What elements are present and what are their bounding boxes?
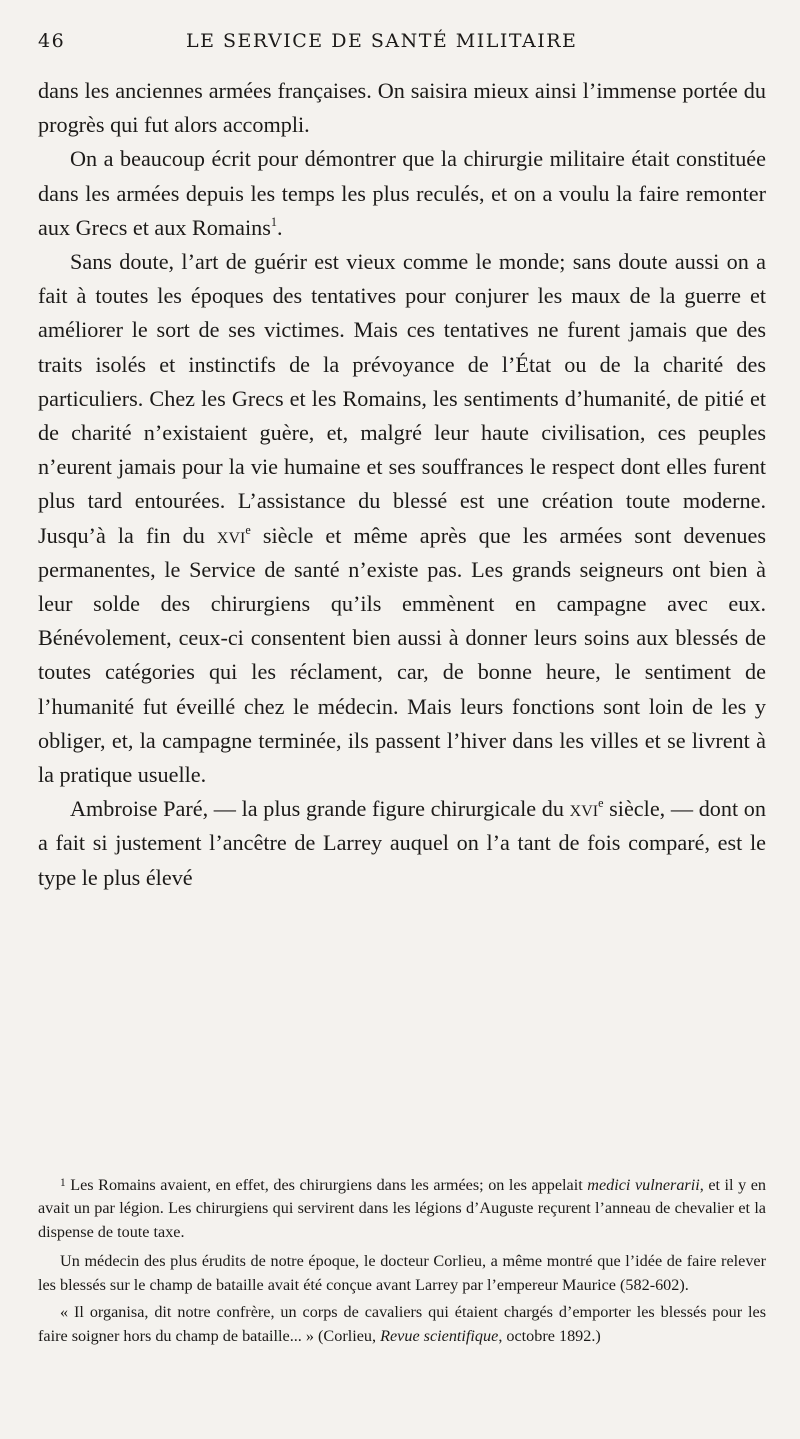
footnote-1-quotation <box>38 1301 766 1348</box>
paragraph-4-text-a: Ambroise Paré, — la plus grande figure chirurgicale du <box>70 796 570 822</box>
paragraph-4-text-b: siècle, — dont on a fait si justement l’ancêtre de Larrey auquel on l’a tant de fois comparé, est le type le plus élevé <box>38 796 766 890</box>
footnote-1-mark: 1 <box>60 1177 66 1189</box>
footnote-1-text-b: , et il y en avait un par légion. Les chirurgiens qui servirent dans les légions d’Auguste reçurent l’anneau de chevalier et la dispense de toute taxe. <box>38 1175 767 1241</box>
paragraph-2-text: On a beaucoup écrit pour démontrer que la chirurgie militaire était constituée dans les armées depuis les temps les plus reculés, et on a voulu la faire remonter aux Grecs et aux Romains <box>38 146 766 240</box>
century-suffix: e <box>245 522 251 537</box>
footnote-3-text-a: « Il organisa, dit notre confrère, un corps de cavaliers qui étaient chargés d’emporter les blessés pour les faire soigner hors du champ de bataille... » (Corlieu, <box>38 1303 766 1345</box>
footnote-1-italic: medici vulnerarii <box>587 1175 700 1194</box>
paragraph-2-end: . <box>277 214 283 240</box>
footnote-3-italic: Revue scientifique <box>380 1326 499 1345</box>
main-text <box>38 74 766 895</box>
page-header <box>38 30 766 60</box>
paragraph-2 <box>38 142 766 245</box>
century-suffix: e <box>598 796 604 811</box>
footnote-reference-1[interactable]: 1 <box>270 214 278 229</box>
paragraph-3-text-a: Sans doute, l’art de guérir est vieux comme le monde; sans doute aussi on a fait à toutes les époques des tentatives pour conjurer les maux de la guerre et améliorer le sort de ses victimes. Mais ces tentatives ne furent jamais que des traits isolés et instinctifs de la prévoyance de l’État ou de la charité des particuliers. Chez les Grecs et les Romains, les sentiments d’humanité, de pitié et de charité n’existaient guère, et, malgré leur haute civilisation, ces peuples n’eurent jamais pour la vie humaine et ses souffrances le respect dont elles furent plus tard entourées. L’assistance du blessé est une création toute moderne. Jusqu’à la fin du <box>38 249 766 548</box>
footnote-3-text-b: , octobre 1892.) <box>498 1326 601 1345</box>
century-numeral: xvi <box>569 796 599 822</box>
page-number: 46 <box>38 30 66 52</box>
footnotes <box>38 1172 766 1352</box>
paragraph-4 <box>38 792 766 895</box>
footnote-1-text-a: Les Romains avaient, en effet, des chirurgiens dans les armées; on les appelait <box>65 1175 588 1194</box>
paragraph-1-text: dans les anciennes armées françaises. On saisira mieux ainsi l’immense portée du progrès qui fut alors accompli. <box>38 78 766 138</box>
running-head: LE SERVICE DE SANTÉ MILITAIRE <box>186 30 578 52</box>
paragraph-3-text-b: siècle et même après que les armées sont devenues permanentes, le Service de santé n’existe pas. Les grands seigneurs ont bien à leur solde des chirurgiens qu’ils emmènent en campagne avec eux. Bénévolement, ceux-ci consentent bien aussi à donner leurs soins aux blessés de toutes catégories qui les réclament, car, de bonne heure, le sentiment de l’humanité fut éveillé chez le médecin. Mais leurs fonctions sont loin de les y obliger, et, la campagne terminée, ils passent l’hiver dans les villes et se livrent à la pratique usuelle. <box>38 522 766 788</box>
paragraph-3 <box>38 245 766 792</box>
century-numeral: xvi <box>216 522 246 548</box>
footnote-1 <box>38 1172 766 1244</box>
footnote-2-text: Un médecin des plus érudits de notre époque, le docteur Corlieu, a même montré que l’idée de faire relever les blessés sur le champ de bataille avait été conçue avant Larrey par l’empereur Maurice (582-602). <box>38 1252 766 1294</box>
paragraph-1 <box>38 74 766 142</box>
footnote-1-continuation <box>38 1250 766 1297</box>
